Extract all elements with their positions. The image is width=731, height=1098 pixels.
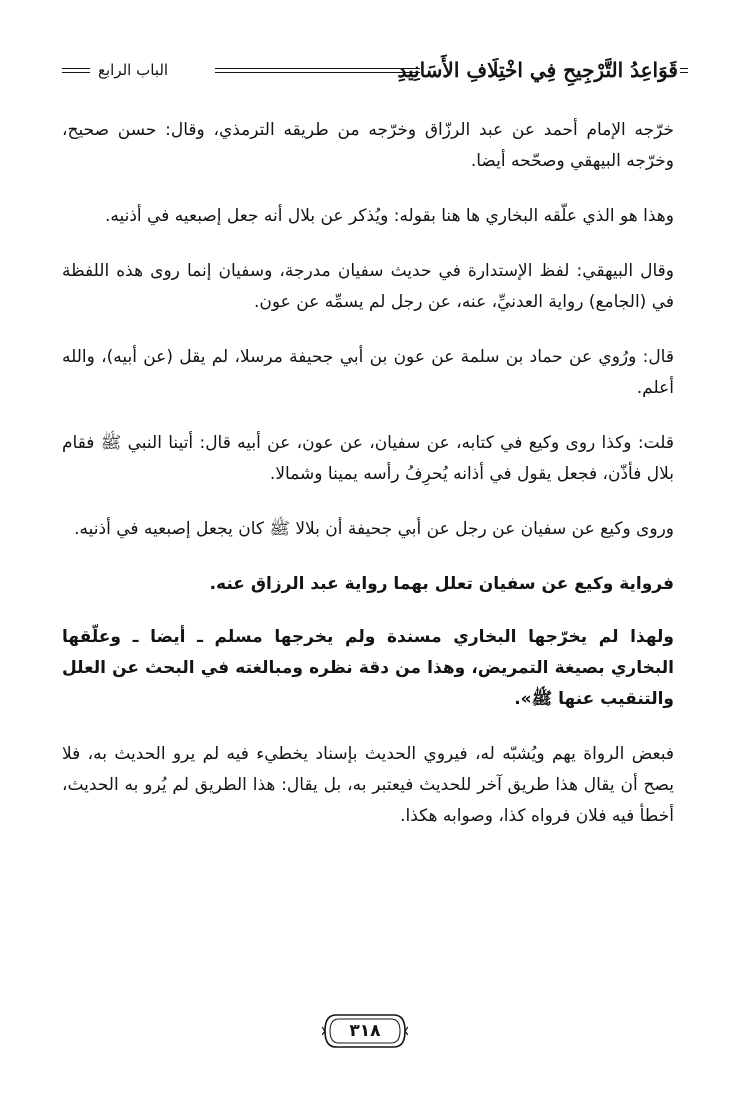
chapter-label: الباب الرابع: [98, 61, 169, 79]
paragraph: وقال البيهقي: لفظ الإستدارة في حديث سفيان مدرجة، وسفيان إنما روى هذه اللفظة في (الجامع) رواية العدنيِّ، عنه، عن رجل لم يسمِّه عن عون.: [62, 261, 674, 312]
paragraph: فبعض الرواة يهم ويُشبّه له، فيروي الحديث بإسناد يخطيء فيه لم يرو الحديث به، فلا يصح أن يقال هذا طريق آخر للحديث فيعتبر به، بل يقال: هذا الطريق لم يُرو به الحديث، أخطأ فيه فلان فرواه كذا، وصوابه هكذا.: [62, 744, 674, 826]
header-rule-left: [62, 68, 90, 73]
header-rule-middle: [215, 68, 420, 73]
header-rule-right: [680, 68, 688, 73]
paragraph: خرّجه الإمام أحمد عن عبد الرزّاق وخرّجه من طريقه الترمذي، وقال: حسن صحيح، وخرّجه البيهقي وصحّحه أيضا.: [62, 120, 674, 171]
page-number: ٣١٨: [349, 1021, 381, 1041]
running-header: [60, 55, 678, 85]
paragraph: وهذا هو الذي علّقه البخاري ها هنا بقوله: ويُذكر عن بلال أنه جعل إصبعيه في أذنيه.: [104, 206, 674, 226]
paragraph: وروى وكيع عن سفيان عن رجل عن أبي جحيفة أن بلالا ﷺ كان يجعل إصبعيه في أذنيه.: [74, 519, 674, 539]
bold-paragraph: فرواية وكيع عن سفيان تعلل بهما رواية عبد الرزاق عنه.: [209, 574, 674, 594]
paragraph: قلت: وكذا روى وكيع في كتابه، عن سفيان، عن عون، عن أبيه قال: أتينا النبي ﷺ فقام بلال فأذّن، فجعل يقول في أذانه يُحرِفُ رأسه يمينا وشمالا.: [62, 433, 674, 484]
page-body: [62, 115, 674, 856]
paragraph: قال: ورُوي عن حماد بن سلمة عن عون بن أبي جحيفة مرسلا، لم يقل (عن أبيه)، والله أعلم.: [62, 347, 674, 398]
bold-paragraph: ولهذا لم يخرّجها البخاري مسندة ولم يخرجها مسلم ـ أيضا ـ وعلّقها البخاري بصيغة التمريض، وهذا من دقة نظره ومبالغته في البحث عن العلل والتنقيب عنها ﷺ».: [62, 627, 674, 709]
page-number-badge: [322, 1012, 408, 1050]
book-title: قَوَاعِدُ التَّرْجِيحِ فِي اخْتِلَافِ الأَسَانِيدِ: [397, 58, 678, 82]
